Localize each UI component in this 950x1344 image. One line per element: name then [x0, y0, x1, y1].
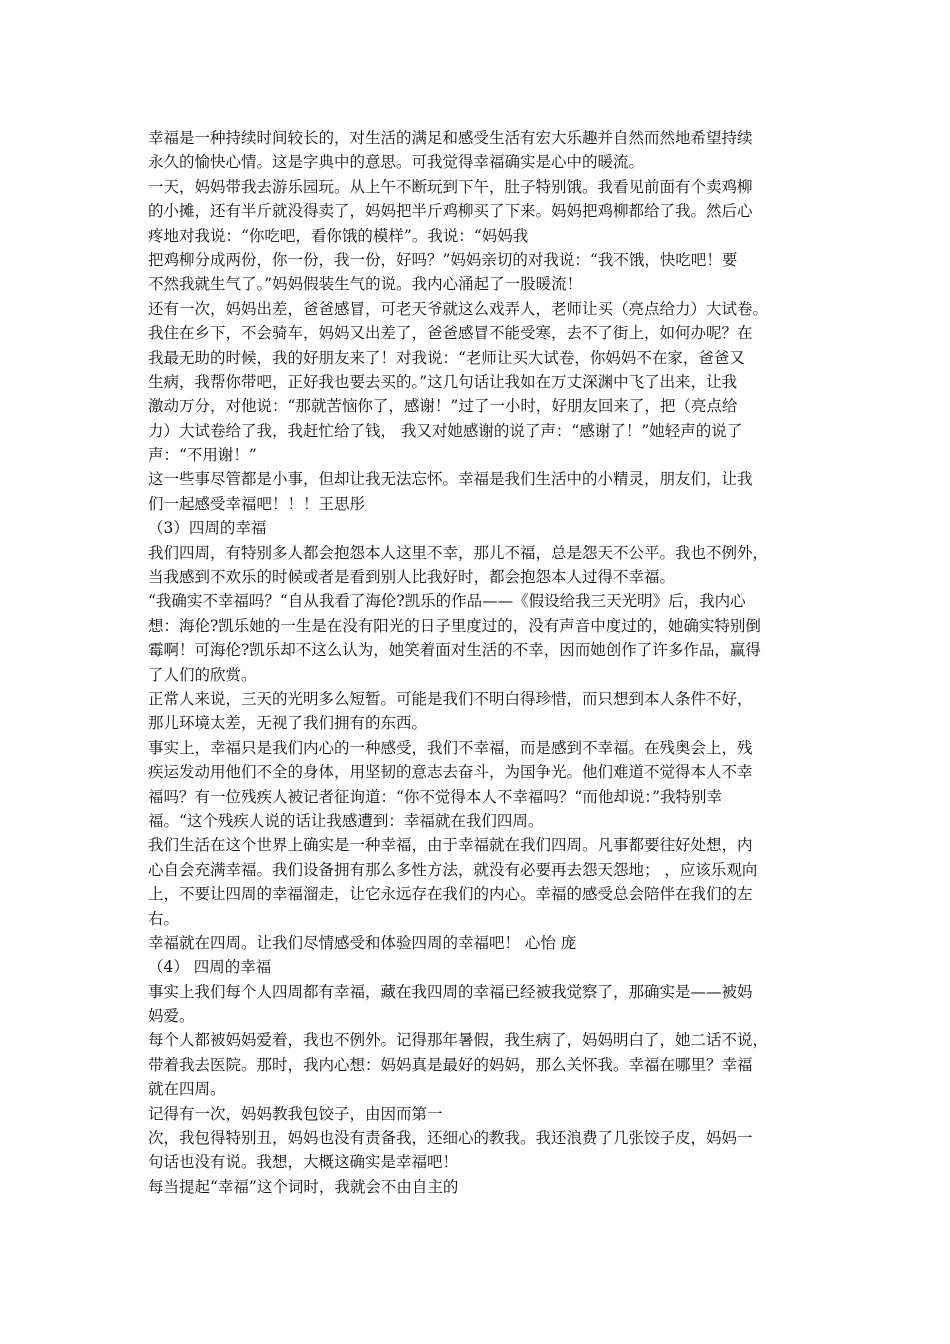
text-line: 我住在乡下，不会骑车，妈妈又出差了，爸爸感冒不能受寒，去不了街上，如何办呢？在: [148, 324, 753, 343]
text-line: 福吗？有一位残疾人被记者征询道：“你不觉得本人不幸福吗？“而他却说：”我特别幸: [148, 787, 723, 806]
text-line: 妈爱。: [148, 1007, 195, 1026]
text-line: 每个人都被妈妈爱着，我也不例外。记得那年暑假，我生病了，妈妈明白了，她二话不说，: [148, 1031, 769, 1050]
text-line: 生病，我帮你带吧，正好我也要去买的。”这几句话让我如在万丈深渊中飞了出来，让我: [148, 372, 738, 391]
text-line: 福。“这个残疾人说的话让我感遭到：幸福就在我们四周。: [148, 811, 544, 830]
text-line: 句话也没有说。我想，大概这确实是幸福吧！: [148, 1153, 459, 1172]
text-line: 把鸡柳分成两份，你一份，我一份，好吗？”妈妈亲切的对我说：“我不饿，快吃吧！要: [148, 250, 738, 269]
text-line: 正常人来说，三天的光明多么短暂。可能是我们不明白得珍惜，而只想到本人条件不好，: [148, 689, 753, 708]
text-line: 疼地对我说：“你吃吧，看你饿的模样”。我说：“妈妈我: [148, 226, 529, 245]
text-line: 这一些事尽管都是小事，但却让我无法忘怀。幸福是我们生活中的小精灵，朋友们，让我: [148, 470, 753, 489]
text-line: 力）大试卷给了我，我赶忙给了钱， 我又对她感谢的说了声：“感谢了！”她轻声的说了: [148, 421, 743, 440]
text-line: 永久的愉快心情。这是字典中的意思。可我觉得幸福确实是心中的暖流。: [148, 153, 645, 172]
text-line: 了人们的欣赏。: [148, 665, 257, 684]
section-heading: （4） 四周的幸福: [148, 958, 272, 977]
text-line: 激动万分，对他说：“那就苦恼你了，感谢！”过了一小时，好朋友回来了，把（亮点给: [148, 397, 738, 416]
text-line: “我确实不幸福吗？“自从我看了海伦?凯乐的作品——《假设给我三天光明》后，我内心: [148, 592, 746, 611]
text-line: 霉啊！可海伦?凯乐却不这么认为，她笑着面对生活的不幸，因而她创作了许多作品，赢得: [148, 641, 761, 660]
text-line: 右。: [148, 909, 180, 928]
text-line: 次，我包得特别丑，妈妈也没有责备我，还细心的教我。我还浪费了几张饺子皮，妈妈一: [148, 1129, 753, 1148]
text-line: 我们四周，有特别多人都会抱怨本人这里不幸，那儿不福，总是怨天不公平。我也不例外，: [148, 543, 769, 562]
text-line: 疾运发动用他们不全的身体，用坚韧的意志去奋斗，为国争光。他们难道不觉得本人不幸: [148, 763, 753, 782]
text-line: 们一起感受幸福吧！！！王思彤: [148, 494, 366, 513]
text-line: 心自会充满幸福。我们设备拥有那么多性方法，就没有必要再去怨天怨地； ，应该乐观向: [148, 860, 758, 879]
text-line: 带着我去医院。那时，我内心想：妈妈真是最好的妈妈，那么关怀我。幸福在哪里？幸福: [148, 1055, 753, 1074]
text-line: 每当提起“幸福”这个词时，我就会不由自主的: [148, 1177, 459, 1196]
text-line: 记得有一次，妈妈教我包饺子，由因而第一: [148, 1104, 443, 1123]
text-line: 上，不要让四周的幸福溜走，让它永远存在我们的内心。幸福的感受总会陪伴在我们的左: [148, 885, 753, 904]
text-line: 还有一次，妈妈出差，爸爸感冒，可老天爷就这么戏弄人，老师让买（亮点给力）大试卷。: [148, 299, 769, 318]
text-line: 想：海伦?凯乐她的一生是在没有阳光的日子里度过的，没有声音中度过的，她确实特别倒: [148, 616, 761, 635]
text-line: 事实上，幸福只是我们内心的一种感受，我们不幸福，而是感到不幸福。在残奥会上，残: [148, 738, 753, 757]
text-line: 当我感到不欢乐的时候或者是看到别人比我好时，都会抱怨本人过得不幸福。: [148, 568, 676, 587]
text-line: 我最无助的时候，我的好朋友来了！对我说：“老师让买大试卷，你妈妈不在家，爸爸又: [148, 348, 745, 367]
text-line: 的小摊，还有半斤就没得卖了，妈妈把半斤鸡柳买了下来。妈妈把鸡柳都给了我。然后心: [148, 202, 753, 221]
section-heading: （3）四周的幸福: [148, 519, 267, 538]
text-line: 幸福是一种持续时间较长的，对生活的满足和感受生活有宏大乐趣并自然而然地希望持续: [148, 129, 753, 147]
text-line: 那儿环境太差，无视了我们拥有的东西。: [148, 714, 428, 733]
text-line: 我们生活在这个世界上确实是一种幸福，由于幸福就在我们四周。凡事都要往好处想，内: [148, 836, 753, 855]
text-line: 就在四周。: [148, 1080, 226, 1099]
text-line: 不然我就生气了。”妈妈假装生气的说。我内心涌起了一股暖流！: [148, 275, 583, 294]
document-body: [148, 126, 813, 1199]
text-line: 一天，妈妈带我去游乐园玩。从上午不断玩到下午，肚子特别饿。我看见前面有个卖鸡柳: [148, 177, 753, 196]
text-line: 声：“不用谢！”: [148, 446, 257, 465]
text-line: 幸福就在四周。让我们尽情感受和体验四周的幸福吧！ 心怡 庞: [148, 933, 577, 952]
text-line: 事实上我们每个人四周都有幸福，藏在我四周的幸福已经被我觉察了，那确实是——被妈: [148, 982, 753, 1001]
